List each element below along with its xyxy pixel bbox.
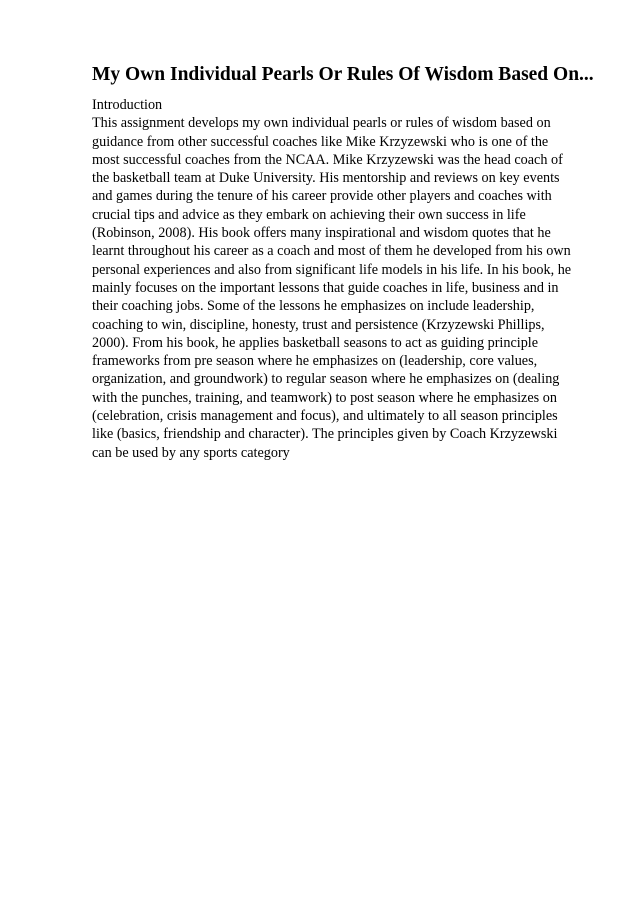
body-line: mainly focuses on the important lessons that guide coaches in life, business and in — [92, 279, 559, 296]
body-line: crucial tips and advice as they embark on achieving their own success in life — [92, 206, 526, 223]
document-body — [92, 96, 592, 462]
body-line: frameworks from pre season where he emphasizes on (leadership, core values, — [92, 353, 538, 370]
body-line: can be used by any sports category — [92, 444, 290, 461]
body-line: with the punches, training, and teamwork) to post season where he emphasizes on — [92, 389, 557, 406]
body-line: like (basics, friendship and character). The principles given by Coach Krzyzewski — [92, 426, 558, 443]
body-line: the basketball team at Duke University. His mentorship and reviews on key events — [92, 170, 560, 187]
body-line: learnt throughout his career as a coach and most of them he developed from his own — [92, 243, 571, 260]
body-line: 2000). From his book, he applies basketball seasons to act as guiding principle — [92, 334, 539, 351]
body-line: most successful coaches from the NCAA. Mike Krzyzewski was the head coach of — [92, 151, 563, 168]
section-heading: Introduction — [92, 97, 163, 113]
body-line: (Robinson, 2008). His book offers many inspirational and wisdom quotes that he — [92, 225, 551, 242]
document-title: My Own Individual Pearls Or Rules Of Wisdom Based On... — [92, 64, 594, 85]
body-line: organization, and groundwork) to regular season where he emphasizes on (dealing — [92, 371, 560, 388]
body-paragraph — [92, 114, 592, 462]
body-line: coaching to win, discipline, honesty, trust and persistence (Krzyzewski Phillips, — [92, 316, 545, 333]
body-line: and games during the tenure of his career provide other players and coaches with — [92, 188, 552, 205]
body-line: personal experiences and also from significant life models in his life. In his book, he — [92, 261, 572, 278]
body-line: (celebration, crisis management and focus), and ultimately to all season principles — [92, 408, 558, 425]
body-line: their coaching jobs. Some of the lessons he emphasizes on include leadership, — [92, 298, 535, 315]
body-line: guidance from other successful coaches like Mike Krzyzewski who is one of the — [92, 133, 549, 150]
body-line: This assignment develops my own individual pearls or rules of wisdom based on — [92, 115, 551, 132]
